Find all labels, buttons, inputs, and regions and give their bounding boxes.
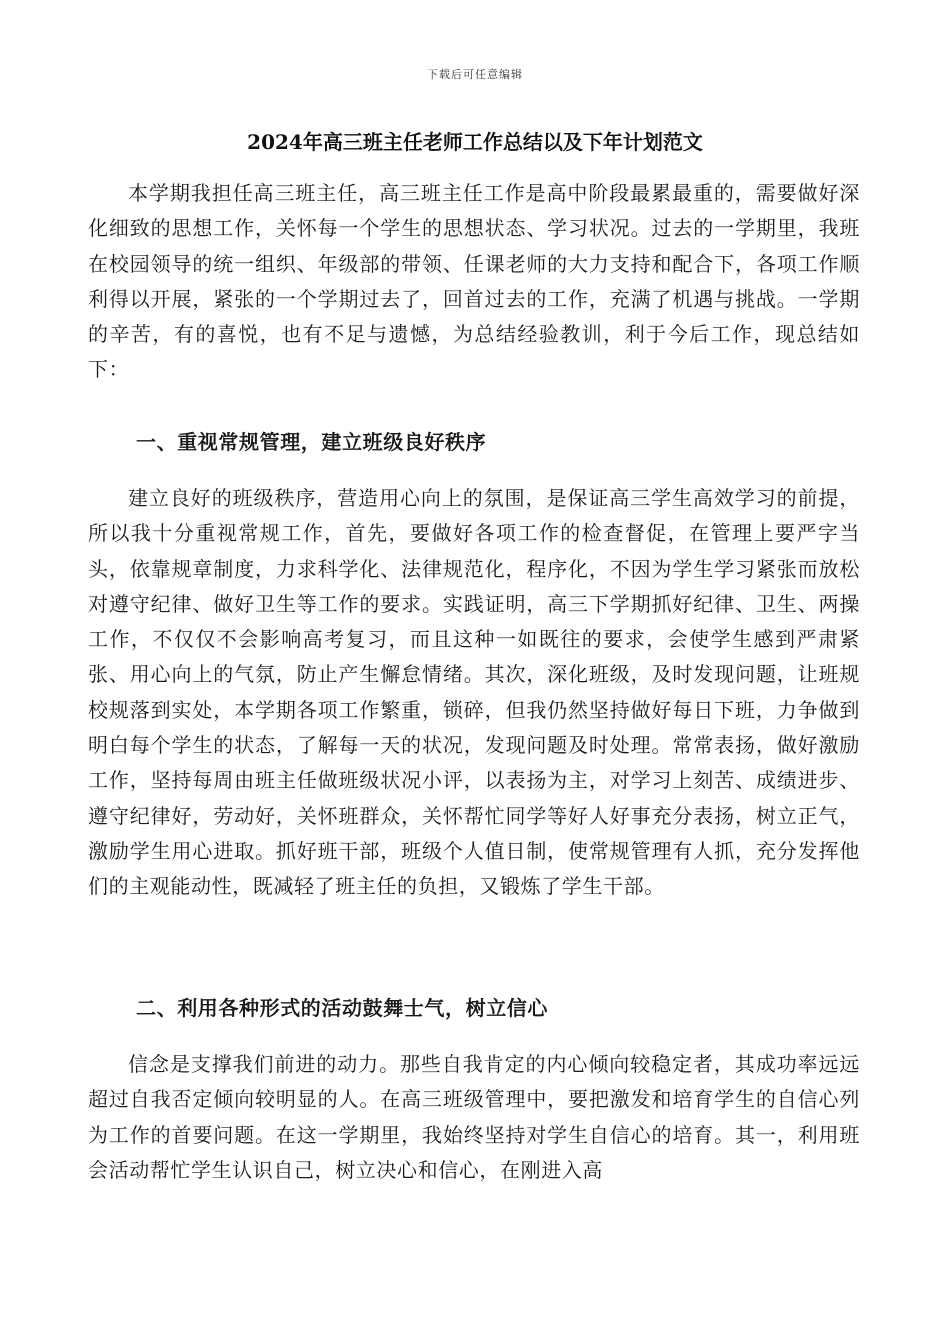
section1-heading: 一、重视常规管理，建立班级良好秩序: [136, 430, 487, 454]
section2-heading: 二、利用各种形式的活动鼓舞士气，树立信心: [136, 996, 548, 1020]
section2-paragraph-block: [88, 1047, 860, 1188]
section2-heading-block: [88, 993, 860, 1023]
section1-heading-block: [88, 427, 860, 457]
intro-paragraph-block: [88, 176, 860, 388]
section1-paragraph: 建立良好的班级秩序，营造用心向上的氛围，是保证高三学生高效学习的前提，所以我十分重视常规工作，首先，要做好各项工作的检查督促，在管理上要严字当头，依靠规章制度，力求科学化、法律规范化，程序化，不因为学生学习紧张而放松对遵守纪律、做好卫生等工作的要求。实践证明，高三下学期抓好纪律、卫生、两操工作，不仅仅不会影响高考复习，而且这种一如既往的要求，会使学生感到严肃紧张、用心向上的气氛，防止产生懈怠情绪。其次，深化班级，及时发现问题，让班规校规落到实处，本学期各项工作繁重，锁碎，但我仍然坚持做好每日下班，力争做到明白每个学生的状态，了解每一天的状况，发现问题及时处理。常常表扬，做好激励工作，坚持每周由班主任做班级状况小评，以表扬为主，对学习上刻苦、成绩进步、遵守纪律好，劳动好，关怀班群众，关怀帮忙同学等好人好事充分表扬，树立正气，激励学生用心进取。抓好班干部，班级个人值日制，使常规管理有人抓，充分发挥他们的主观能动性，既减轻了班主任的负担，又锻炼了学生干部。: [88, 486, 860, 899]
document-title: 2024年高三班主任老师工作总结以及下年计划范文: [247, 130, 703, 154]
section2-paragraph: 信念是支撑我们前进的动力。那些自我肯定的内心倾向较稳定者，其成功率远远超过自我否定倾向较明显的人。在高三班级管理中，要把激发和培育学生的自信心列为工作的首要问题。在这一学期里，我始终坚持对学生自信心的培育。其一，利用班会活动帮忙学生认识自己，树立决心和信心，在刚进入高: [88, 1052, 860, 1182]
intro-paragraph: 本学期我担任高三班主任，高三班主任工作是高中阶段最累最重的，需要做好深化细致的思想工作，关怀每一个学生的思想状态、学习状况。过去的一学期里，我班在校园领导的统一组织、年级部的带领、任课老师的大力支持和配合下，各项工作顺利得以开展，紧张的一个学期过去了，回首过去的工作，充满了机遇与挑战。一学期的辛苦，有的喜悦，也有不足与遗憾，为总结经验教训，利于今后工作，现总结如下：: [88, 181, 860, 382]
section1-paragraph-block: [88, 481, 860, 905]
header-note: 下载后可任意编辑: [427, 68, 523, 81]
